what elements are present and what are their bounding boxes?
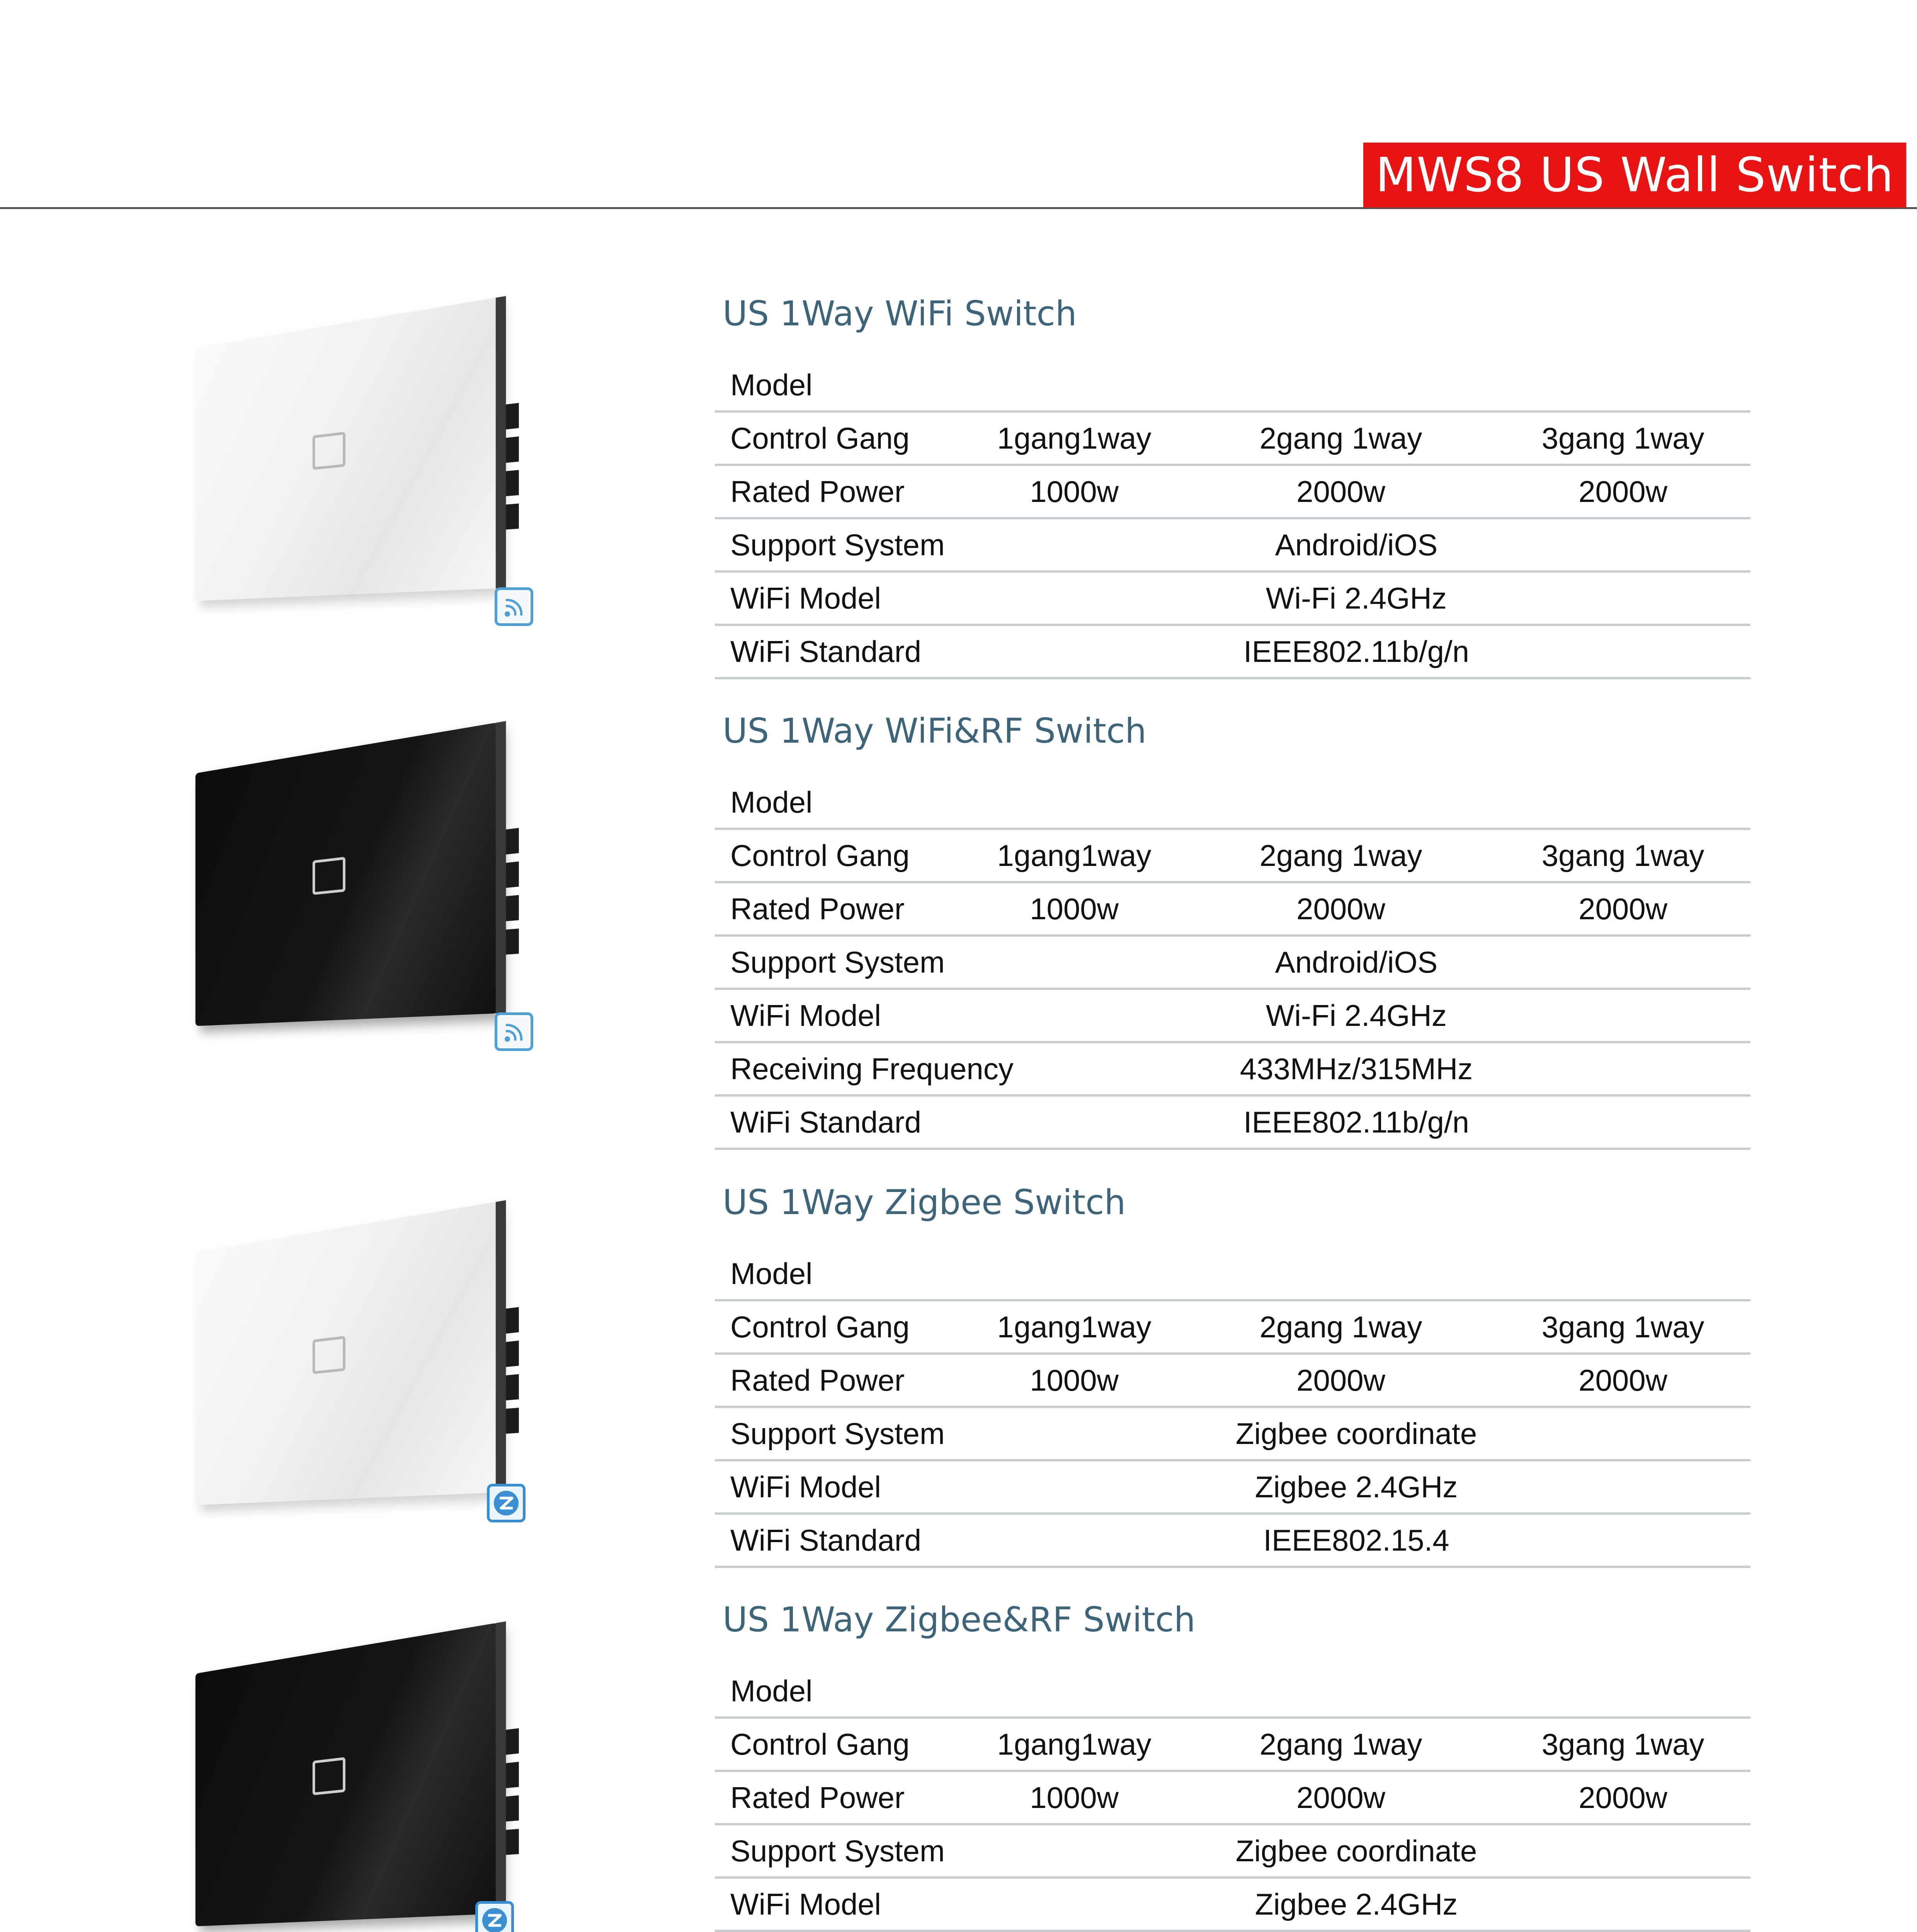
spec-table [715, 359, 1750, 679]
cell-value: Zigbee coordinate [962, 1407, 1750, 1460]
row-label: WiFi Model [715, 571, 962, 625]
product-title: US 1Way WiFi&RF Switch [723, 711, 1147, 751]
touch-button-icon [313, 1757, 345, 1795]
table-row [715, 1824, 1750, 1878]
row-label: WiFi Standard [715, 625, 962, 678]
row-label: Receiving Frequency [715, 1042, 962, 1095]
row-label: WiFi Model [715, 989, 962, 1042]
cell-value: 2000w [1186, 882, 1495, 935]
row-label: WiFi Standard [715, 1514, 962, 1567]
cell-value: 3gang 1way [1495, 412, 1750, 465]
table-row [715, 777, 1750, 829]
cell-value: 1gang1way [962, 1718, 1186, 1771]
cell-value: 2000w [1186, 465, 1495, 518]
cell-value: 1000w [962, 1771, 1186, 1824]
table-row [715, 1514, 1750, 1567]
table-row [715, 1407, 1750, 1460]
table-row [715, 1718, 1750, 1771]
table-row [715, 1878, 1750, 1931]
product-title: US 1Way Zigbee&RF Switch [723, 1600, 1196, 1639]
row-label: Rated Power [715, 1354, 962, 1407]
table-row [715, 1300, 1750, 1354]
model-label: Model [715, 777, 1750, 829]
table-row [715, 882, 1750, 935]
cell-value: 3gang 1way [1495, 829, 1750, 882]
cell-value: Wi-Fi 2.4GHz [962, 571, 1750, 625]
row-label: Rated Power [715, 1771, 962, 1824]
row-label: Rated Power [715, 882, 962, 935]
touch-button-icon [313, 1336, 345, 1374]
table-row [715, 518, 1750, 571]
cell-value: 2gang 1way [1186, 829, 1495, 882]
product-title: US 1Way WiFi Switch [723, 294, 1077, 333]
row-label: Support System [715, 935, 962, 989]
product-title: US 1Way Zigbee Switch [723, 1182, 1126, 1222]
cell-value: Zigbee 2.4GHz [962, 1460, 1750, 1514]
switch-image-white [162, 1213, 518, 1546]
cell-value: 3gang 1way [1495, 1300, 1750, 1354]
cell-value: 2000w [1186, 1354, 1495, 1407]
switch-image-white [162, 309, 518, 641]
touch-button-icon [313, 432, 345, 470]
table-row [715, 1095, 1750, 1149]
spec-table [715, 777, 1750, 1150]
table-row [715, 465, 1750, 518]
cell-value: 1000w [962, 1354, 1186, 1407]
row-label: Control Gang [715, 1300, 962, 1354]
cell-value: 2gang 1way [1186, 412, 1495, 465]
cell-value: 433MHz/315MHz [962, 1042, 1750, 1095]
cell-value: Zigbee 2.4GHz [962, 1878, 1750, 1931]
touch-button-icon [313, 857, 345, 895]
model-label: Model [715, 1665, 1750, 1718]
switch-image-black [162, 1634, 518, 1932]
row-label: Support System [715, 1824, 962, 1878]
table-row [715, 359, 1750, 412]
cell-value: Android/iOS [962, 518, 1750, 571]
row-label: Control Gang [715, 412, 962, 465]
cell-value: IEEE802.11b/g/n [962, 625, 1750, 678]
table-row [715, 1042, 1750, 1095]
table-row [715, 1248, 1750, 1300]
wifi-icon [495, 587, 533, 626]
cell-value: 2000w [1495, 1354, 1750, 1407]
model-label: Model [715, 1248, 1750, 1300]
wifi-icon [495, 1012, 533, 1051]
cell-value: 1000w [962, 882, 1186, 935]
row-label: Support System [715, 1407, 962, 1460]
cell-value: IEEE802.15.4 [962, 1514, 1750, 1567]
cell-value: Android/iOS [962, 935, 1750, 989]
cell-value: 2000w [1495, 882, 1750, 935]
table-row [715, 625, 1750, 678]
row-label: WiFi Model [715, 1878, 962, 1931]
row-label: WiFi Standard [715, 1095, 962, 1149]
row-label: Control Gang [715, 1718, 962, 1771]
row-label: Control Gang [715, 829, 962, 882]
model-label: Model [715, 359, 1750, 412]
table-row [715, 1771, 1750, 1824]
page-title-badge: MWS8 US Wall Switch [1363, 143, 1906, 207]
table-row [715, 571, 1750, 625]
table-row [715, 412, 1750, 465]
cell-value: 1000w [962, 465, 1186, 518]
row-label: Support System [715, 518, 962, 571]
cell-value: 2000w [1495, 1771, 1750, 1824]
cell-value: 3gang 1way [1495, 1718, 1750, 1771]
zigbee-icon [487, 1484, 526, 1522]
table-row [715, 1354, 1750, 1407]
table-row [715, 1460, 1750, 1514]
cell-value: 1gang1way [962, 829, 1186, 882]
cell-value: Zigbee coordinate [962, 1824, 1750, 1878]
table-row [715, 829, 1750, 882]
row-label: WiFi Model [715, 1460, 962, 1514]
cell-value: 2000w [1495, 465, 1750, 518]
row-label: Rated Power [715, 465, 962, 518]
cell-value: 2gang 1way [1186, 1300, 1495, 1354]
table-row [715, 989, 1750, 1042]
switch-image-black [162, 734, 518, 1066]
table-row [715, 935, 1750, 989]
cell-value: IEEE802.11b/g/n [962, 1095, 1750, 1149]
cell-value: Wi-Fi 2.4GHz [962, 989, 1750, 1042]
cell-value: 2gang 1way [1186, 1718, 1495, 1771]
cell-value: 2000w [1186, 1771, 1495, 1824]
cell-value: 1gang1way [962, 412, 1186, 465]
cell-value: 1gang1way [962, 1300, 1186, 1354]
table-row [715, 1665, 1750, 1718]
zigbee-icon [475, 1901, 514, 1932]
spec-table [715, 1248, 1750, 1568]
spec-table [715, 1665, 1750, 1932]
